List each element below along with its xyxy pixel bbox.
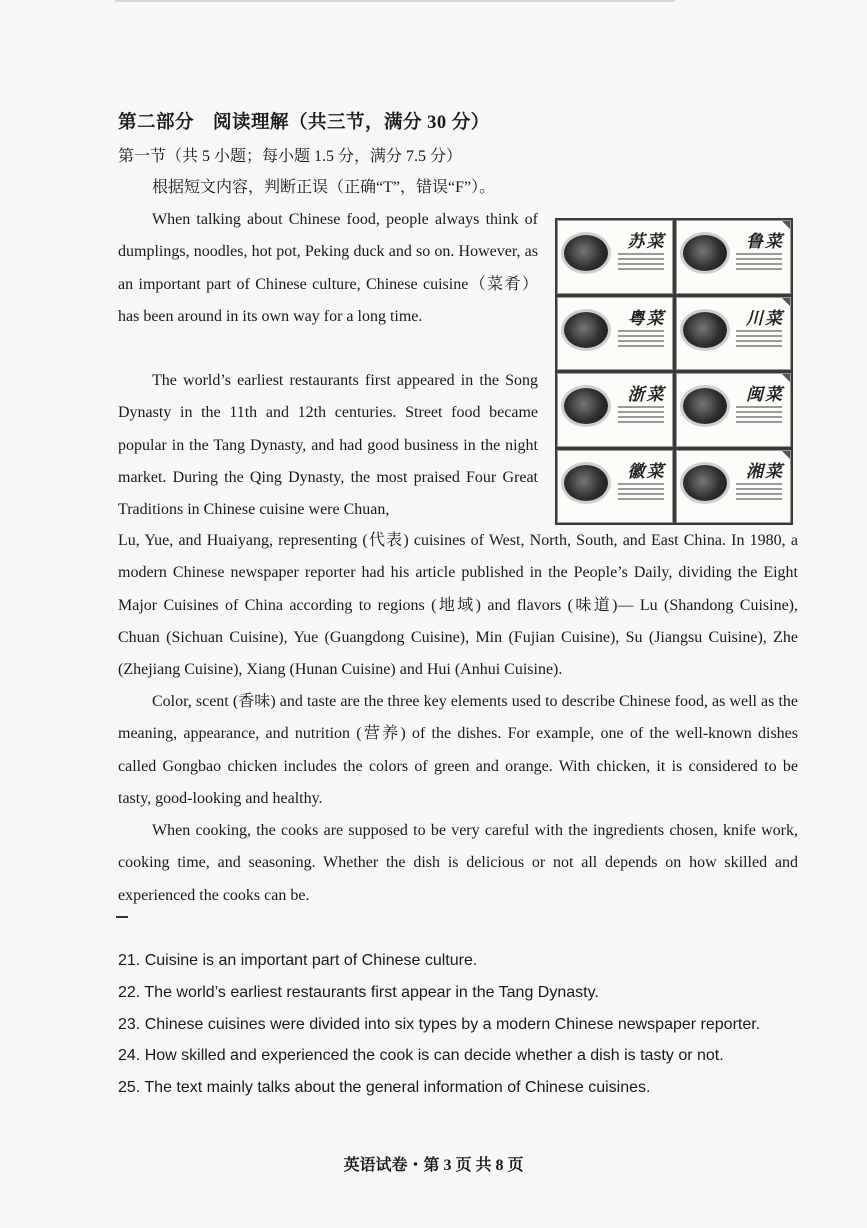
subsection-title: 第一节（共 5 小题；每小题 1.5 分，满分 7.5 分） (118, 148, 463, 165)
passage-paragraph-4: When cooking, the cooks are supposed to be very careful with the ingredients chosen, knife work, cooking time, and seasoning. Whether the dish is delicious or not all depends on how skilled and experienced the cooks can be. (118, 822, 798, 904)
top-rule (115, 0, 675, 2)
cuisine-panel (557, 450, 673, 524)
passage-paragraph-1: When talking about Chinese food, people always think of dumplings, noodles, hot pot, Peking duck and so on. However, as an important part of Chinese culture, Chinese cuisine（菜肴）has been around in its own way for a long time. (118, 211, 538, 325)
dish-image (564, 465, 608, 501)
dish-image (564, 235, 608, 271)
dish-image (683, 235, 727, 271)
cuisine-panel (676, 297, 792, 371)
cuisine-panel-label: 湘菜 (746, 461, 784, 482)
cuisine-panel (557, 220, 673, 294)
cuisine-panel-label: 粤菜 (627, 308, 666, 329)
cuisine-panel-label: 川菜 (746, 308, 784, 329)
instruction: 根据短文内容，判断正误（正确“T”，错误“F”）。 (152, 179, 496, 196)
dish-image (564, 312, 608, 348)
cuisine-panel-label: 徽菜 (627, 461, 666, 482)
question-23: 23. Chinese cuisines were divided into six types by a modern Chinese newspaper reporter. (118, 1016, 761, 1033)
cuisine-panel (676, 220, 792, 294)
cuisine-panel-label: 苏菜 (627, 232, 666, 252)
dish-image (683, 465, 727, 501)
cuisine-panel (557, 373, 673, 447)
passage-paragraph-3: Color, scent (香味) and taste are the three key elements used to describe Chinese food, as well as the meaning, appearance, and nutrition (营养) of the dishes. For example, one of the well-known dishes called Gongbao chicken includes the colors of green and orange. With chicken, it is considered to be tasty, good-looking and healthy. (118, 693, 798, 807)
question-24: 24. How skilled and experienced the cook is can decide whether a dish is tasty or not. (118, 1047, 724, 1064)
page-footer: 英语试卷・第 3 页 共 8 页 (343, 1157, 524, 1174)
cuisine-panel-label: 闽菜 (746, 385, 784, 405)
section-title: 第二部分 阅读理解（共三节，满分 30 分） (118, 113, 490, 133)
cuisine-panel (676, 373, 792, 447)
dish-image (564, 388, 608, 424)
cuisine-panel-label: 浙菜 (627, 385, 666, 405)
cuisine-panel (676, 450, 792, 524)
question-22: 22. The world’s earliest restaurants first appear in the Tang Dynasty. (118, 984, 599, 1001)
cuisine-panel-label: 鲁菜 (746, 232, 784, 252)
dish-image (683, 388, 727, 424)
question-21: 21. Cuisine is an important part of Chinese culture. (118, 952, 478, 969)
passage-paragraph-2: The world’s earliest restaurants first appeared in the Song Dynasty in the 11th and 12th centuries. Street food became popular in the Tang Dynasty, and had good business in the night market. During the Qing Dynasty, the most praised Four Great Traditions in Chinese cuisine were Chuan, (118, 372, 538, 519)
passage-paragraph-2-continued: Lu, Yue, and Huaiyang, representing (代表) cuisines of West, North, South, and East China. In 1980, a modern Chinese newspaper reporter had his article published in the People’s Daily, dividing the Eight Major Cuisines of China according to regions (地域) and flavors (味道)— Lu (Shandong Cuisine), Chuan (Sichuan Cuisine), Yue (Guangdong Cuisine), Min (Fujian Cuisine), Su (Jiangsu Cuisine), Zhe (Zhejiang Cuisine), Xiang (Hunan Cuisine) and Hui (Anhui Cuisine). (118, 532, 798, 679)
cuisine-panel (557, 297, 673, 371)
cuisine-image-grid (555, 218, 793, 525)
dish-image (683, 312, 727, 348)
divider-dash (116, 916, 128, 918)
question-25: 25. The text mainly talks about the general information of Chinese cuisines. (118, 1079, 651, 1096)
